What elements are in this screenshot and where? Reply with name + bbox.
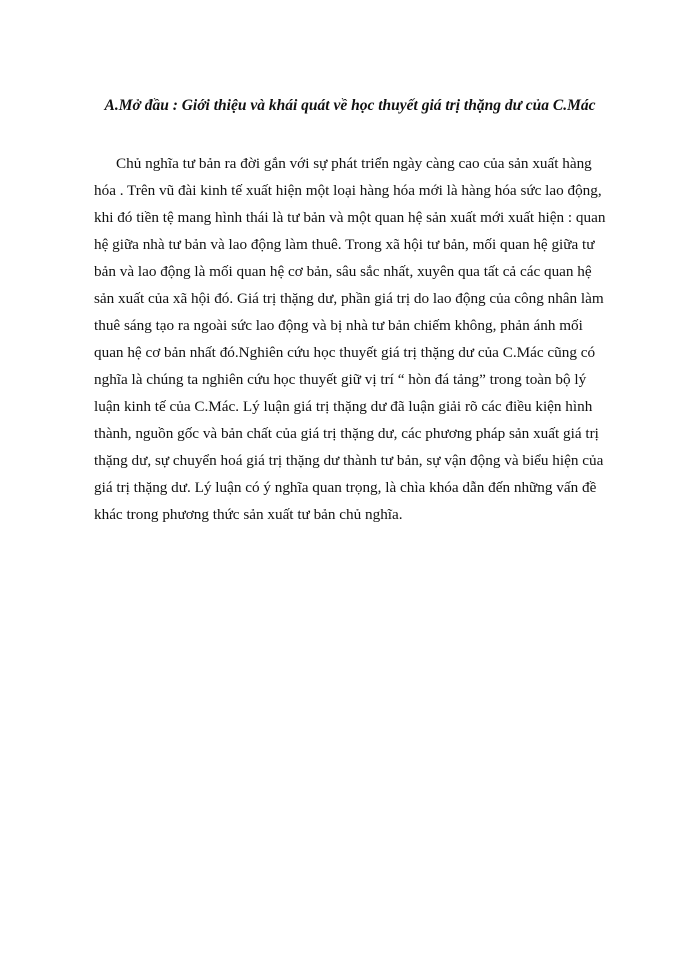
paragraph-line: nghĩa là chúng ta nghiên cứu học thuyết giữ vị trí “ hòn đá tảng” trong toàn bộ lý: [94, 371, 587, 388]
paragraph-line: thành, nguồn gốc và bản chất của giá trị thặng dư, các phương pháp sản xuất giá trị: [94, 425, 599, 442]
paragraph-line: thặng dư, sự chuyển hoá giá trị thặng dư thành tư bản, sự vận động và biểu hiện của: [94, 452, 604, 469]
paragraph-line: khác trong phương thức sản xuất tư bản chủ nghĩa.: [94, 506, 403, 523]
section-heading: A.Mở đầu : Giới thiệu và khái quát về học thuyết giá trị thặng dư của C.Mác: [104, 97, 596, 114]
paragraph-line: bản và lao động là mối quan hệ cơ bản, sâu sắc nhất, xuyên qua tất cả các quan hệ: [94, 263, 592, 280]
paragraph-line: Chủ nghĩa tư bản ra đời gắn với sự phát triển ngày càng cao của sản xuất hàng: [116, 155, 592, 172]
paragraph-line: hệ giữa nhà tư bản và lao động làm thuê. Trong xã hội tư bản, mối quan hệ giữa tư: [94, 236, 595, 253]
paragraph-line: luận kinh tế của C.Mác. Lý luận giá trị thặng dư đã luận giải rõ các điều kiện hình: [94, 398, 593, 415]
body-paragraph: [94, 150, 654, 528]
paragraph-line: quan hệ cơ bản nhất đó.Nghiên cứu học thuyết giá trị thặng dư của C.Mác cũng có: [94, 344, 596, 361]
paragraph-line: sản xuất của xã hội đó. Giá trị thặng dư, phần giá trị do lao động của công nhân làm: [94, 290, 604, 307]
paragraph-line: thuê sáng tạo ra ngoài sức lao động và bị nhà tư bản chiếm không, phản ánh mối: [94, 317, 583, 334]
paragraph-line: giá trị thặng dư. Lý luận có ý nghĩa quan trọng, là chìa khóa dẫn đến những vấn đề: [94, 479, 597, 496]
paragraph-line: hóa . Trên vũ đài kinh tế xuất hiện một loại hàng hóa mới là hàng hóa sức lao động,: [94, 182, 602, 199]
paragraph-line: khi đó tiền tệ mang hình thái là tư bản và một quan hệ sản xuất mới xuất hiện : quan: [94, 209, 606, 226]
